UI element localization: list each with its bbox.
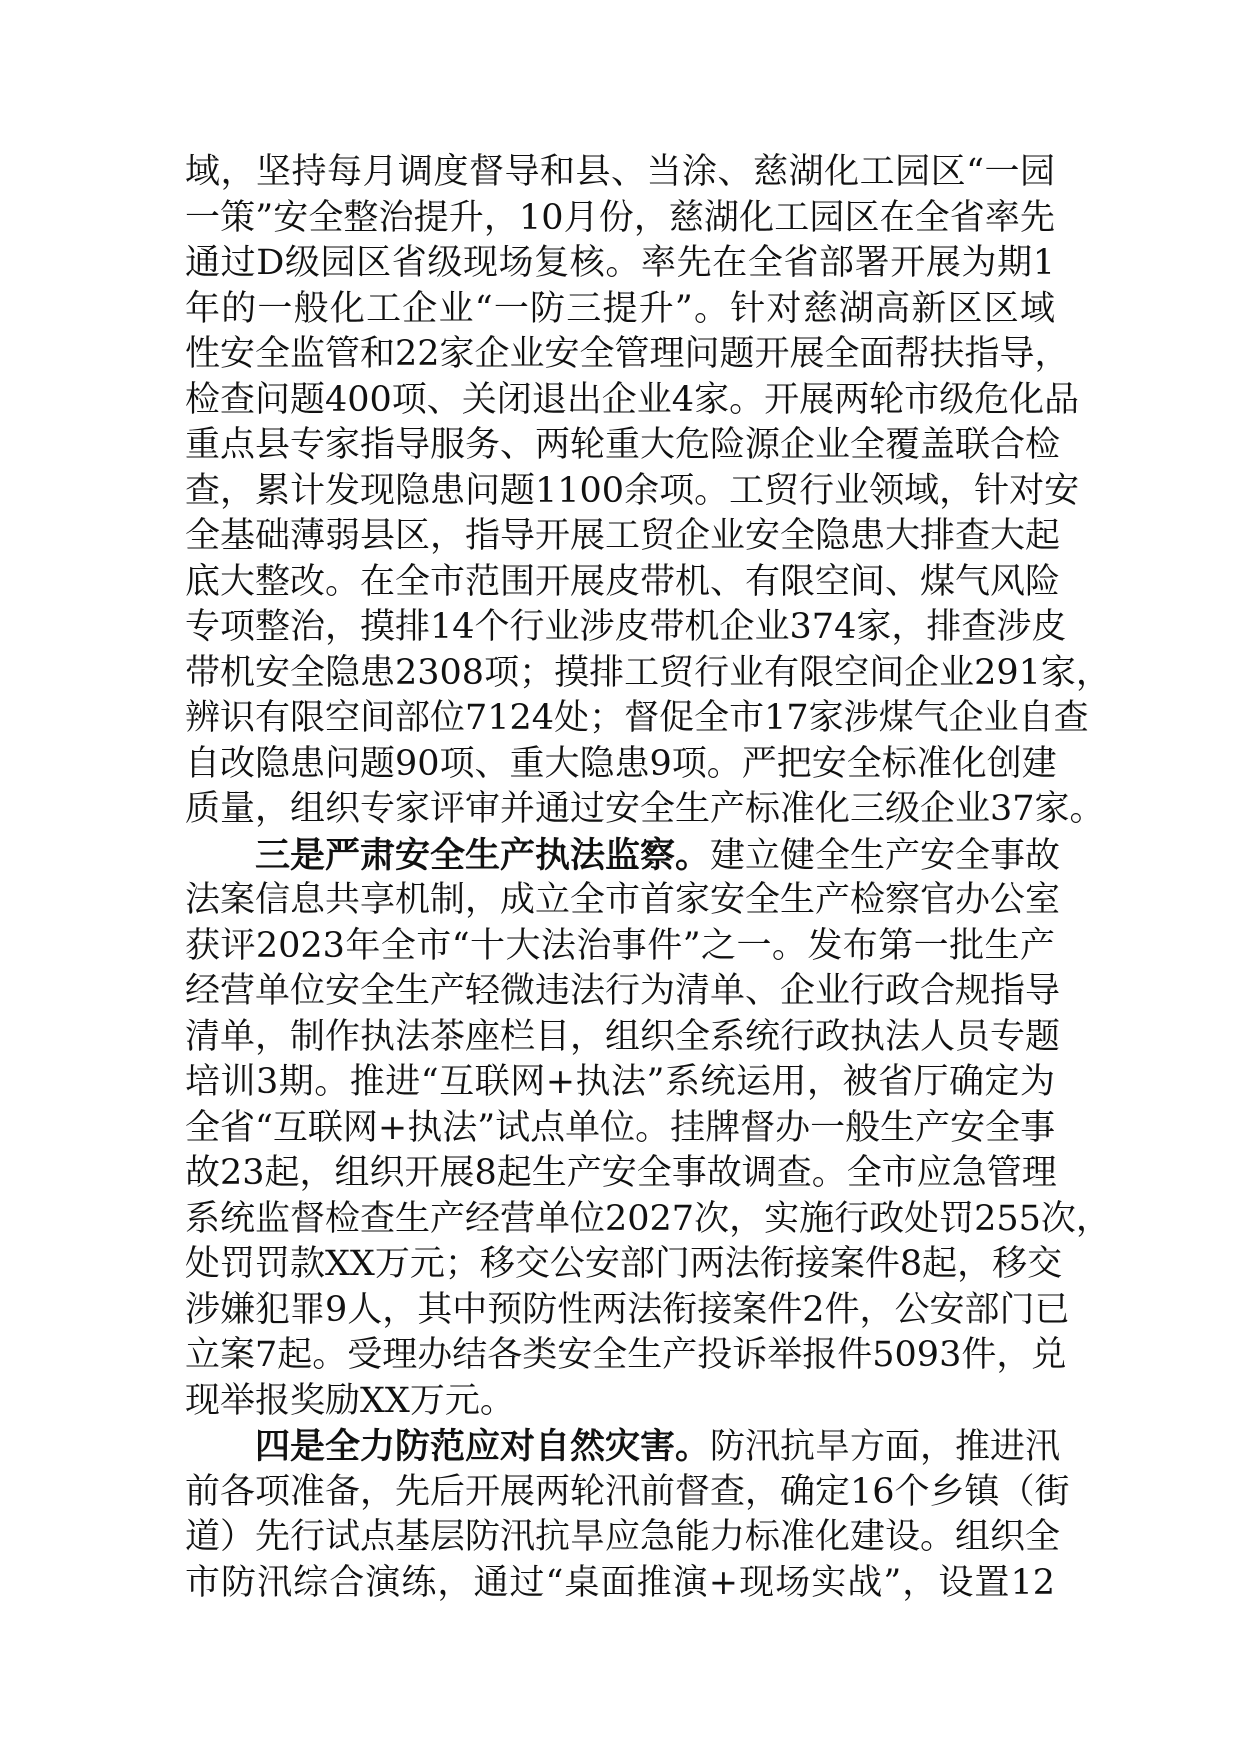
- text-line: 培训3期。推进“互联网+执法”系统运用，被省厅确定为: [185, 1062, 1055, 1102]
- text-line: 前各项准备，先后开展两轮汛前督查，确定16个乡镇（街: [185, 1471, 1070, 1512]
- paragraph-lead: 四是全力防范应对自然灾害。: [255, 1426, 711, 1467]
- paragraph-text: 建立健全生产安全事故: [710, 835, 1061, 876]
- text-line: 性安全监管和22家企业安全管理问题开展全面帮扶指导，: [185, 334, 1070, 374]
- text-line: 年的一般化工企业“一防三提升”。针对慈湖高新区区域: [185, 288, 1055, 329]
- text-line: [185, 1424, 1061, 1470]
- text-line: 市防汛综合演练，通过“桌面推演+现场实战”，设置12: [185, 1562, 1055, 1603]
- text-line: 道）先行试点基层防汛抗旱应急能力标准化建设。组织全: [185, 1517, 1061, 1557]
- text-line: 经营单位安全生产轻微违法行为清单、企业行政合规指导: [185, 971, 1061, 1011]
- text-line: 故23起，组织开展8起生产安全事故调查。全市应急管理: [185, 1153, 1057, 1193]
- paragraph: [185, 1424, 1070, 1606]
- text-line: 处罚罚款XX万元；移交公安部门两法衔接案件8起，移交: [185, 1244, 1063, 1284]
- text-line: 带机安全隐患2308项；摸排工贸行业有限空间企业291家，: [185, 652, 1111, 693]
- text-line: 全省“互联网+执法”试点单位。挂牌督办一般生产安全事: [185, 1107, 1056, 1148]
- text-line: 查，累计发现隐患问题1100余项。工贸行业领域，针对安: [185, 470, 1080, 511]
- paragraph-text: 防汛抗旱方面，推进汛: [710, 1427, 1061, 1467]
- text-line: 系统监督检查生产经营单位2027次，实施行政处罚255次，: [185, 1198, 1111, 1239]
- text-line: 立案7起。受理办结各类安全生产投诉举报件5093件，兑: [185, 1335, 1067, 1375]
- paragraph-lead: 三是严肃安全生产执法监察。: [255, 834, 711, 876]
- text-line: 获评2023年全市“十大法治事件”之一。发布第一批生产: [185, 925, 1055, 966]
- paragraph: [185, 833, 1111, 1425]
- text-line: 重点县专家指导服务、两轮重大危险源企业全覆盖联合检: [185, 425, 1061, 465]
- text-line: 辨识有限空间部位7124处；督促全市17家涉煤气企业自查: [185, 698, 1089, 738]
- body-text: [185, 150, 1111, 1606]
- text-line: 底大整改。在全市范围开展皮带机、有限空间、煤气风险: [185, 561, 1061, 602]
- text-line: 现举报奖励XX万元。: [185, 1380, 515, 1421]
- text-line: 一策”安全整治提升，10月份，慈湖化工园区在全省率先: [185, 197, 1055, 238]
- text-line: 涉嫌犯罪9人，其中预防性两法衔接案件2件，公安部门已: [185, 1289, 1070, 1330]
- text-line: 域，坚持每月调度督导和县、当涂、慈湖化工园区“一园: [185, 152, 1055, 192]
- text-line: 检查问题400项、关闭退出企业4家。开展两轮市级危化品: [185, 379, 1080, 420]
- text-line: 全基础薄弱县区，指导开展工贸企业安全隐患大排查大起: [185, 516, 1061, 556]
- text-line: [185, 833, 1061, 879]
- text-line: 法案信息共享机制，成立全市首家安全生产检察官办公室: [185, 880, 1061, 920]
- text-line: 通过D级园区省级现场复核。率先在全省部署开展为期1: [185, 243, 1055, 283]
- paragraph: [185, 150, 1111, 833]
- text-line: 专项整治，摸排14个行业涉皮带机企业374家，排查涉皮: [185, 607, 1067, 647]
- text-line: 质量，组织专家评审并通过安全生产标准化三级企业37家。: [185, 789, 1105, 829]
- text-line: 清单，制作执法茶座栏目，组织全系统行政执法人员专题: [185, 1016, 1061, 1057]
- text-line: 自改隐患问题90项、重大隐患9项。严把安全标准化创建: [185, 743, 1057, 784]
